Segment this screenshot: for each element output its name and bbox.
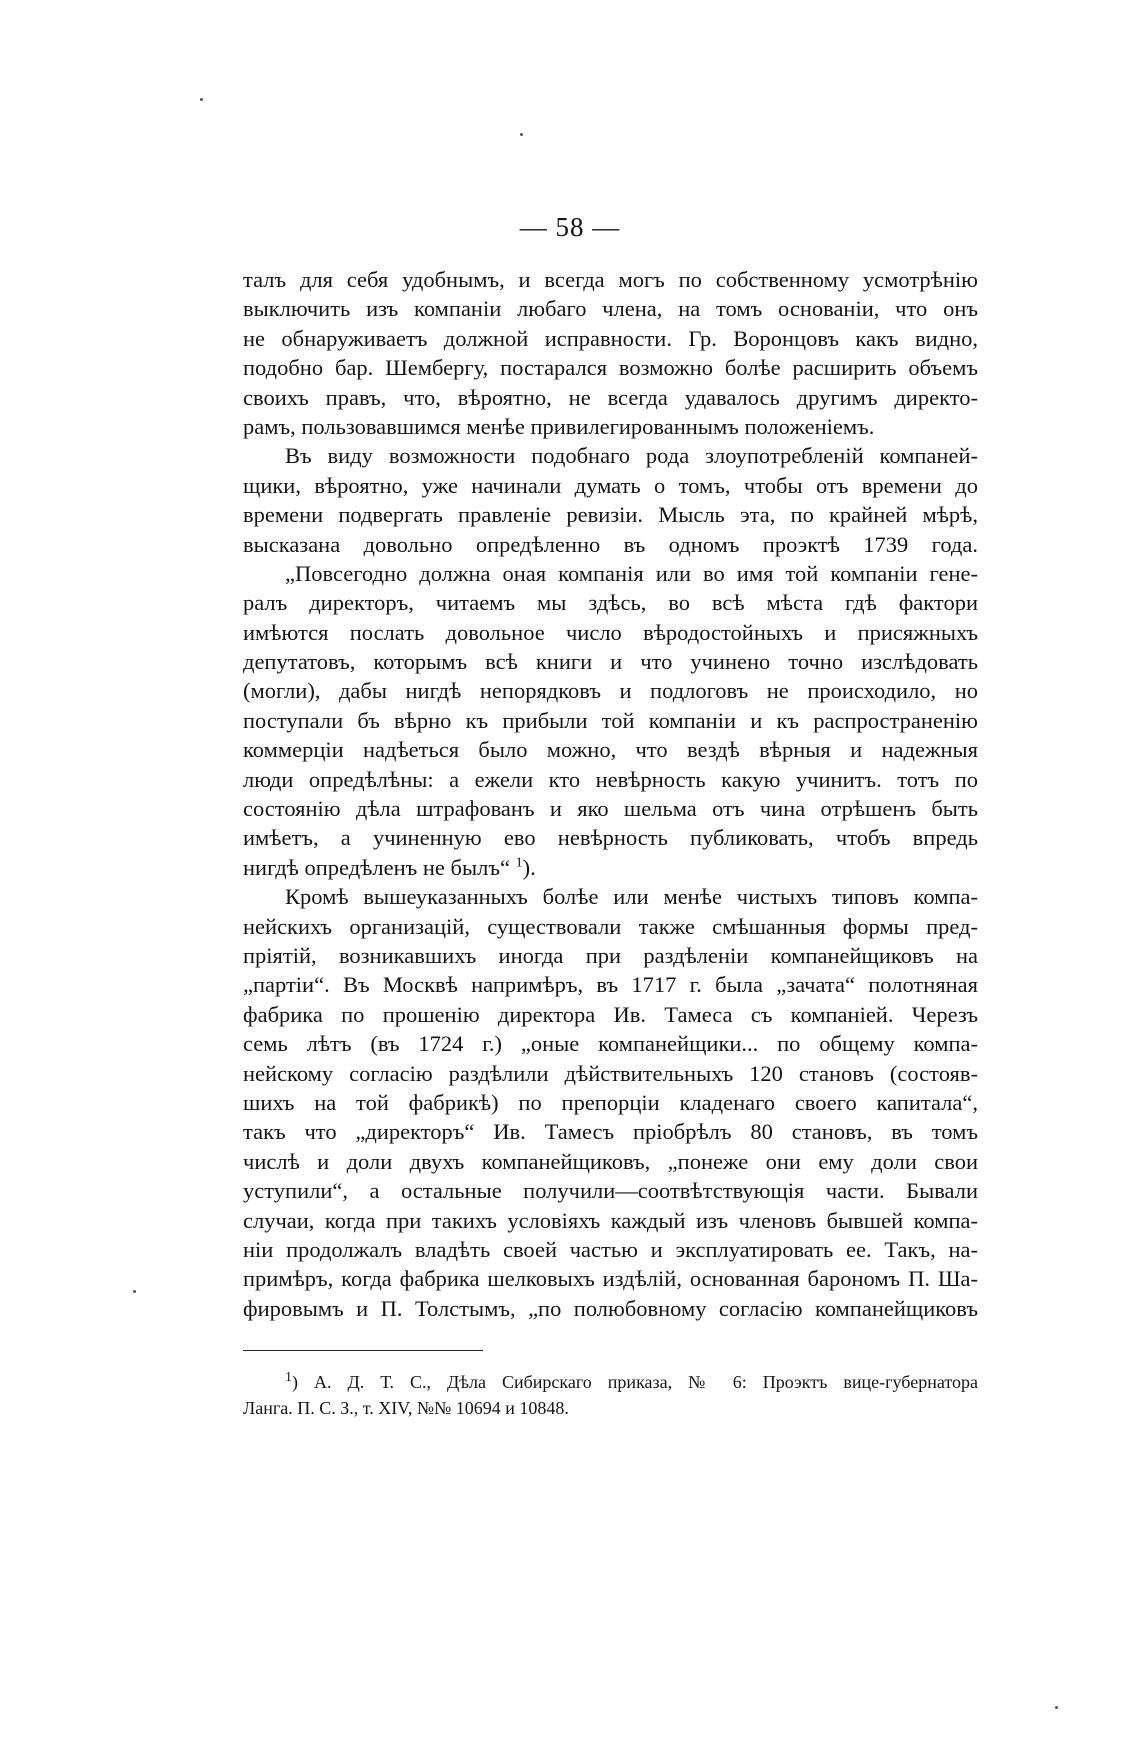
text-line-with-footnote-mark [243, 853, 978, 882]
text-line: коммерціи надѣеться было можно, что вездѣ вѣрныя и надежныя [243, 737, 978, 763]
scan-speck [520, 133, 523, 136]
text-line: „Повсегодно должна оная компанія или во имя той компаніи гене- [285, 560, 978, 586]
footnote [243, 1369, 978, 1421]
text-line: фировымъ и П. Толстымъ, „по полюбовному согласію компанейщиковъ [243, 1295, 978, 1321]
text-line: (могли), дабы нигдѣ непорядковъ и подлоговъ не происходило, но [243, 678, 978, 704]
text-line: рамъ, пользовавшимся менѣе привилегированнымъ положеніемъ. [243, 413, 875, 439]
text-line: своихъ правъ, что, вѣроятно, не всегда удавалось другимъ директо- [243, 384, 978, 410]
text-line: подобно бар. Шембергу, постарался возможно болѣе расширить объемъ [243, 355, 978, 381]
text-line-tail: ). [522, 854, 536, 880]
text-line: имѣются послать довольное число вѣродостойныхъ и присяжныхъ [243, 619, 978, 645]
text-line: ралъ директоръ, читаемъ мы здѣсь, во всѣ мѣста гдѣ фактори [243, 590, 978, 616]
text-line: нейскому согласію раздѣлили дѣйствительныхъ 120 становъ (состояв- [243, 1060, 978, 1086]
text-line: имѣетъ, а учиненную ево невѣрность публиковать, чтобъ впредь [243, 825, 978, 851]
text-line: высказана довольно опредѣленно въ одномъ проэктѣ 1739 года. [243, 531, 978, 557]
text-line: такъ что „директоръ“ Ив. Тамесъ пріобрѣлъ 80 становъ, въ томъ [243, 1119, 978, 1145]
footnote-divider [243, 1350, 483, 1351]
scan-speck [133, 1290, 136, 1293]
text-line: Кромѣ вышеуказанныхъ болѣе или менѣе чистыхъ типовъ компа- [285, 884, 978, 910]
text-line: времени подвергать правленіе ревизіи. Мысль эта, по крайней мѣрѣ, [243, 502, 978, 528]
text-line: депутатовъ, которымъ всѣ книги и что учинено точно изслѣдовать [243, 649, 978, 675]
text-line: нейскихъ организацій, существовали также смѣшанныя формы пред- [243, 913, 978, 939]
text-line: щики, вѣроятно, уже начинали думать о томъ, чтобы отъ времени до [243, 472, 978, 498]
text-line: выключить изъ компаніи любаго члена, на томъ основаніи, что онъ [243, 296, 978, 322]
text-line: уступили“, а остальные получили—соотвѣтствующія части. Бывали [243, 1178, 978, 1204]
scan-speck [200, 98, 203, 101]
text-line: состоянію дѣла штрафованъ и яко шельма отъ чина отрѣшенъ быть [243, 796, 978, 822]
page-number: — 58 — [519, 212, 621, 242]
main-text [243, 265, 978, 1323]
text-line: „партіи“. Въ Москвѣ напримѣръ, въ 1717 г. была „зачата“ полотняная [243, 972, 978, 998]
footnote-reference: 1 [515, 855, 523, 871]
text-line: ніи продолжалъ владѣть своей частью и эксплуатировать ее. Такъ, на- [243, 1236, 978, 1262]
scan-speck [1055, 1706, 1058, 1709]
footnote-line: $^1$) А. Д. Т. С., Дѣла Сибирскаго приказа, № 6: Проэктъ вице-губернатора [285, 1370, 978, 1392]
text-line: шихъ на той фабрикѣ) по препорціи кладенаго своего капитала“, [243, 1089, 978, 1115]
text-line: пріятій, возникавшихъ иногда при раздѣленіи компанейщиковъ на [243, 942, 978, 968]
text-line: Въ виду возможности подобнаго рода злоупотребленій компаней- [285, 443, 978, 469]
footnote-text: А. Д. Т. С., Дѣла Сибирскаго приказа, № 6: Проэктъ вице-губернатора [314, 1372, 978, 1392]
text-line: поступали бъ вѣрно къ прибыли той компаніи и къ распространенію [243, 707, 978, 733]
text-line: люди опредѣлѣны: а ежели кто невѣрность какую учинитъ. тотъ по [243, 766, 978, 792]
footnote-line: Ланга. П. С. З., т. XIV, №№ 10694 и 10848. [243, 1398, 569, 1418]
text-line: семь лѣтъ (въ 1724 г.) „оные компанейщики... по общему компа- [243, 1031, 978, 1057]
text-line: случаи, когда при такихъ условіяхъ каждый изъ членовъ бывшей компа- [243, 1207, 978, 1233]
text-line: примѣръ, когда фабрика шелковыхъ издѣлій, основанная барономъ П. Ша- [243, 1266, 978, 1292]
footnote-mark: 1 [285, 1370, 292, 1385]
text-line: талъ для себя удобнымъ, и всегда могъ по собственному усмотрѣнію [243, 267, 978, 292]
text-line-segment: нигдѣ опредѣленъ не былъ“ [243, 854, 510, 880]
text-line: фабрика по прошенію директора Ив. Тамеса съ компаніей. Черезъ [243, 1001, 978, 1027]
text-line: не обнаруживаетъ должной исправности. Гр. Воронцовъ какъ видно, [243, 325, 978, 351]
text-line: числѣ и доли двухъ компанейщиковъ, „понеже они ему доли свои [243, 1148, 978, 1174]
